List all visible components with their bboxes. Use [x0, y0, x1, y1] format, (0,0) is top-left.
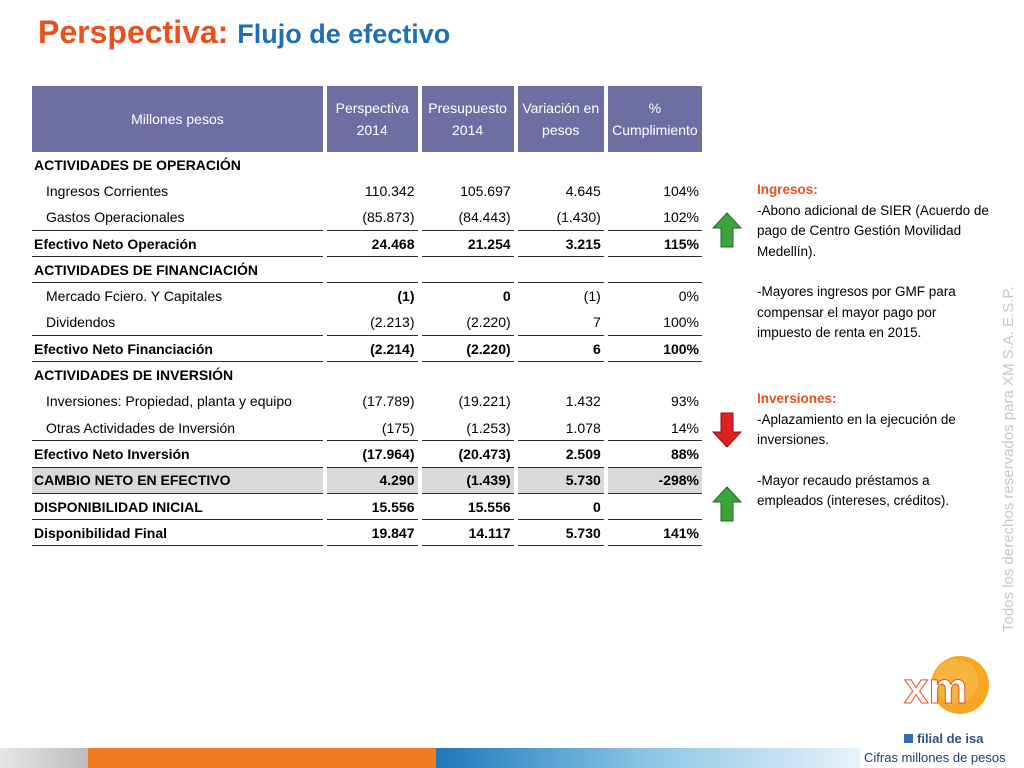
row-label: DISPONIBILIDAD INICIAL	[32, 494, 323, 520]
row-label: ACTIVIDADES DE INVERSIÓN	[34, 367, 234, 384]
notes-ingresos-item: -Mayores ingresos por GMF para compensar el mayor pago por impuesto de renta en 2015.	[757, 284, 956, 340]
row-label: ACTIVIDADES DE FINANCIACIÓN	[32, 257, 323, 283]
page-title-sub: Flujo de efectivo	[237, 19, 451, 49]
table-row	[32, 205, 702, 231]
table-row	[32, 415, 702, 441]
row-label: Efectivo Neto Operación	[32, 231, 323, 257]
cell: 102%	[608, 205, 702, 231]
cell: 0%	[678, 288, 699, 305]
xm-logo	[898, 655, 993, 720]
cell: 19.847	[327, 520, 418, 546]
cell: 24.468	[327, 231, 418, 257]
row-label: Mercado Fciero. Y Capitales	[46, 288, 223, 305]
cell: (19.221)	[458, 393, 511, 410]
notes-inversiones-item: -Mayor recaudo préstamos a empleados (intereses, créditos).	[757, 472, 950, 508]
cell: (2.220)	[422, 336, 514, 362]
cell: (84.443)	[422, 205, 514, 231]
cell	[518, 152, 604, 178]
row-label: Gastos Operacionales	[32, 205, 323, 231]
cell	[327, 257, 418, 283]
row-label: CAMBIO NETO EN EFECTIVO	[32, 468, 323, 494]
cell	[422, 362, 514, 388]
cell: (1.430)	[518, 205, 604, 231]
header-millones: Millones pesos	[32, 86, 323, 152]
notes-ingresos	[757, 180, 989, 344]
copyright-watermark: Todos los derechos reservados para XM S.A. E.S.P.	[1000, 286, 1017, 632]
arrow-up-icon	[712, 212, 742, 248]
header-variacion: Variación en pesos	[518, 86, 604, 152]
notes-inversiones-item: -Aplazamiento en la ejecución de inversiones.	[757, 411, 956, 447]
cell: (1.439)	[422, 468, 514, 494]
cell: 1.078	[518, 415, 604, 441]
cell: 2.509	[518, 441, 604, 467]
cell	[608, 257, 702, 283]
row-label: Otras Actividades de Inversión	[32, 415, 323, 441]
cell	[608, 494, 702, 520]
cell: 7	[518, 310, 604, 336]
cell	[327, 152, 418, 178]
cell: 105.697	[460, 182, 511, 199]
cell: 21.254	[422, 231, 514, 257]
cell: (20.473)	[422, 441, 514, 467]
cell: (2.213)	[327, 310, 418, 336]
notes-inversiones-heading: Inversiones:	[757, 391, 837, 406]
isa-square-icon	[904, 734, 913, 743]
cell: (17.789)	[362, 393, 415, 410]
footer-bar-orange	[88, 748, 436, 768]
footer-bar-gray	[0, 748, 88, 768]
cell: 1.432	[565, 393, 601, 410]
footer-bar-blue	[436, 748, 860, 768]
notes-ingresos-heading: Ingresos:	[757, 182, 818, 197]
table-row	[32, 152, 702, 178]
cell: 0	[518, 494, 604, 520]
cell: 6	[518, 336, 604, 362]
cell: (1)	[397, 288, 415, 305]
table-row	[32, 389, 702, 415]
cell: (1.253)	[422, 415, 514, 441]
table-row	[32, 520, 702, 546]
cell: 115%	[608, 231, 702, 257]
arrow-down-icon	[712, 412, 742, 448]
table-row	[32, 336, 702, 362]
notes-ingresos-item: -Abono adicional de SIER (Acuerdo de pago de Centro Gestión Movilidad Medellín).	[757, 202, 989, 259]
footer-units: Cifras millones de pesos	[864, 750, 1006, 765]
row-label: Ingresos Corrientes	[46, 182, 169, 199]
cell: -298%	[608, 468, 702, 494]
table-row	[32, 362, 702, 388]
cell: 15.556	[422, 494, 514, 520]
row-label: Disponibilidad Final	[32, 520, 323, 546]
cell	[422, 152, 514, 178]
table-row	[32, 310, 702, 336]
cell: 4.290	[327, 468, 418, 494]
cell: 14%	[608, 415, 702, 441]
cell	[518, 362, 604, 388]
filial-label: filial de isa	[917, 731, 984, 746]
table-row	[32, 441, 702, 467]
cell: 14.117	[422, 520, 514, 546]
table-row	[32, 494, 702, 520]
row-label: Efectivo Neto Financiación	[32, 336, 323, 362]
cell: (2.214)	[327, 336, 418, 362]
cell: 0	[502, 288, 511, 305]
table-row	[32, 468, 702, 494]
table-row	[32, 231, 702, 257]
row-label: Inversiones: Propiedad, planta y equipo	[46, 393, 292, 410]
cell: (1)	[583, 288, 601, 305]
cell: (17.964)	[327, 441, 418, 467]
table-header-row	[32, 86, 702, 152]
arrow-up-icon	[712, 486, 742, 522]
cell: 100%	[608, 310, 702, 336]
table-row	[32, 283, 702, 309]
cell: 15.556	[327, 494, 418, 520]
table-row	[32, 257, 702, 283]
cell: 5.730	[518, 468, 604, 494]
cell	[518, 257, 604, 283]
cell	[422, 257, 514, 283]
header-perspectiva: Perspectiva 2014	[327, 86, 418, 152]
row-label: Efectivo Neto Inversión	[32, 441, 323, 467]
cell: 104%	[663, 182, 699, 199]
cell: 5.730	[518, 520, 604, 546]
cell: 3.215	[518, 231, 604, 257]
cash-flow-table	[28, 86, 706, 546]
cell	[327, 362, 418, 388]
cell	[608, 152, 702, 178]
cell: 88%	[608, 441, 702, 467]
row-label: ACTIVIDADES DE OPERACIÓN	[34, 156, 241, 173]
cell: (85.873)	[327, 205, 418, 231]
notes-inversiones	[757, 389, 962, 512]
cell: 141%	[608, 520, 702, 546]
cell: 110.342	[364, 182, 415, 199]
row-label: Dividendos	[32, 310, 323, 336]
cell	[608, 362, 702, 388]
cell: 93%	[670, 393, 699, 410]
table-row	[32, 178, 702, 204]
cell: 4.645	[565, 182, 601, 199]
page-title-main: Perspectiva:	[38, 14, 229, 50]
header-presupuesto: Presupuesto 2014	[422, 86, 514, 152]
page-title	[38, 14, 450, 51]
cell: (175)	[327, 415, 418, 441]
header-cumplimiento: % Cumplimiento	[608, 86, 702, 152]
cell: 100%	[608, 336, 702, 362]
xm-logo-text: xm	[904, 664, 968, 713]
cell: (2.220)	[422, 310, 514, 336]
